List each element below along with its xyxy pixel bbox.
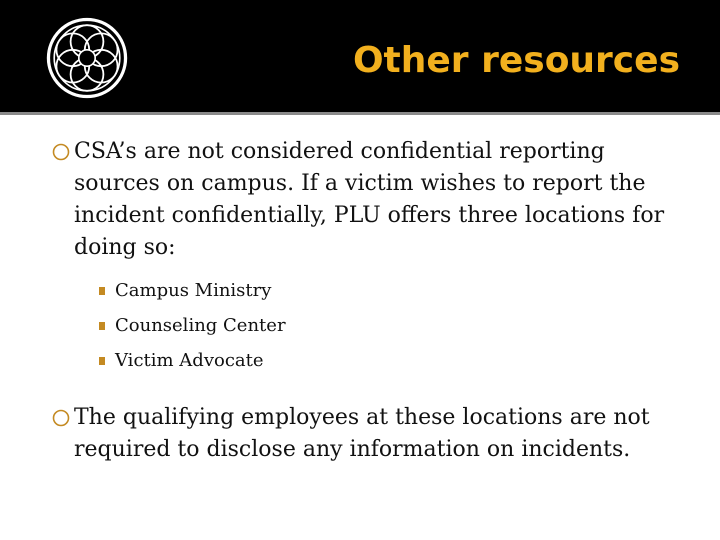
header-divider (0, 112, 720, 115)
slide-body (52, 136, 692, 466)
square-bullet-icon (99, 287, 105, 295)
circle-bullet-icon (52, 409, 70, 427)
sub-bullet-text: Campus Ministry (115, 280, 272, 301)
square-bullet-icon (99, 357, 105, 365)
sub-bullet-text: Victim Advocate (115, 350, 264, 371)
sub-bullet-item (99, 343, 692, 378)
circle-bullet-icon (52, 143, 70, 161)
sub-bullet-item (99, 273, 692, 308)
slide-title: Other resources (352, 40, 680, 81)
sub-bullet-list (52, 273, 692, 378)
slide-header (0, 0, 720, 112)
bullet-text: The qualifying employees at these locations are not required to disclose any information on incidents. (74, 405, 650, 462)
sub-bullet-text: Counseling Center (115, 315, 286, 336)
bullet-spacer (52, 378, 692, 402)
bullet-item (52, 136, 692, 264)
sub-bullet-item (99, 308, 692, 343)
bullet-item (52, 402, 692, 466)
square-bullet-icon (99, 322, 105, 330)
bullet-text: CSA’s are not considered confidential reporting sources on campus. If a victim wishes to report the incident confidentially, PLU offers three locations for doing so: (74, 139, 665, 260)
mandala-logo-icon (46, 17, 128, 99)
